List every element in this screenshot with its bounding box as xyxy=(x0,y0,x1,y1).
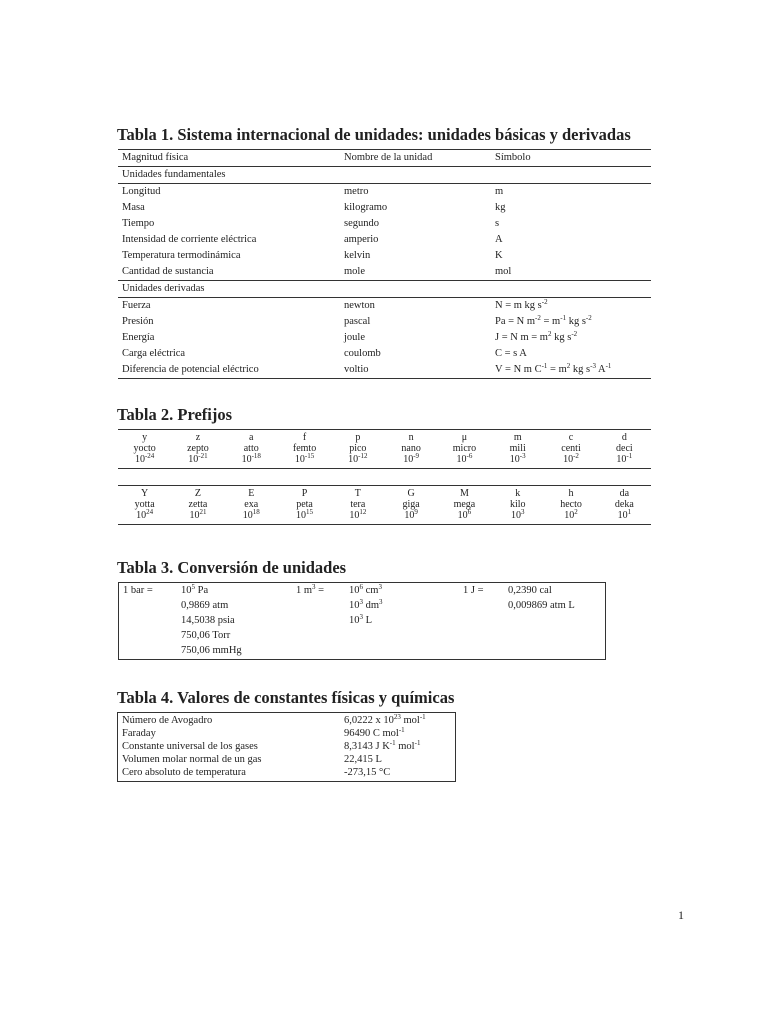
j-label: 1 J = xyxy=(463,585,484,596)
symbol-cell: N = m kg $s^{-2}$ xyxy=(495,298,548,311)
unit-name-cell: joule xyxy=(344,332,365,343)
fundamental-row xyxy=(118,216,651,232)
constant-name: Faraday xyxy=(122,728,156,739)
magnitude-cell: Longitud xyxy=(122,186,161,197)
derived-row xyxy=(118,314,651,330)
prefix-factor: $10^{21}$ xyxy=(189,508,207,521)
prefix-symbol: y xyxy=(142,432,148,443)
table3-title: Tabla 3. Conversión de unidades xyxy=(117,558,347,577)
fundamental-row xyxy=(118,264,651,280)
bar-value: 0,9869 atm xyxy=(181,600,229,611)
bar-value: $10^5$ Pa xyxy=(181,583,209,596)
unit-name-cell: segundo xyxy=(344,218,379,229)
prefix-factor: $10^{-6}$ xyxy=(456,452,473,465)
m3-value: $10^6$ $cm^3$ xyxy=(349,583,382,596)
table2-title: Tabla 2. Prefijos xyxy=(117,405,233,424)
constant-name: Constante universal de los gases xyxy=(122,741,258,752)
prefix-factor: $10^{-3}$ xyxy=(509,452,526,465)
prefix-factor-row xyxy=(118,510,651,521)
magnitude-cell: Masa xyxy=(122,202,145,213)
constant-value: 22,415 L xyxy=(344,754,382,765)
prefix-symbol: d xyxy=(621,432,627,443)
constant-value: -273,15 °C xyxy=(344,767,391,778)
constant-value: 8,3143 J $K^{-1}$ mol$^{-1}$ xyxy=(344,739,421,752)
prefix-symbol-row xyxy=(118,488,651,499)
table1 xyxy=(118,149,651,379)
prefix-name: mili xyxy=(509,443,526,454)
prefix-name: yocto xyxy=(133,443,156,454)
table1-header-row xyxy=(118,150,651,166)
prefix-name: micro xyxy=(452,443,477,454)
derived-row xyxy=(118,330,651,346)
m3-value: $10^3$ $dm^3$ xyxy=(349,598,383,611)
symbol-cell: A xyxy=(495,234,503,245)
unit-name-cell: newton xyxy=(344,300,375,311)
fundamental-row xyxy=(118,232,651,248)
constant-name: Número de Avogadro xyxy=(122,715,213,726)
constants-table xyxy=(117,712,456,782)
fundamental-row xyxy=(118,248,651,264)
symbol-cell: kg xyxy=(495,202,506,213)
prefix-symbol: da xyxy=(619,488,630,499)
prefix-name: zepto xyxy=(187,443,209,454)
derived-label: Unidades derivadas xyxy=(122,283,205,294)
derived-row xyxy=(118,298,651,314)
bar-value: 750,06 Torr xyxy=(181,630,231,641)
prefix-symbol-row xyxy=(118,432,651,443)
prefix-name: deka xyxy=(614,499,634,510)
j-value: 0,009869 atm L xyxy=(508,600,575,611)
prefix-factor: $10^{-9}$ xyxy=(403,452,420,465)
m3-value: $10^3$ L xyxy=(349,613,373,626)
prefix-symbol: h xyxy=(568,488,574,499)
unit-name-cell: mole xyxy=(344,266,365,277)
prefix-factor: $10^{-12}$ xyxy=(348,452,368,465)
symbol-cell: K xyxy=(495,250,503,261)
unit-name-cell: pascal xyxy=(344,316,371,327)
constant-row xyxy=(118,766,455,779)
prefix-name: deci xyxy=(616,443,633,454)
magnitude-cell: Carga eléctrica xyxy=(122,348,186,359)
magnitude-cell: Diferencia de potencial eléctrico xyxy=(122,364,259,375)
header-magnitud: Magnitud física xyxy=(122,152,189,163)
constant-value: 6,0222 x $10^{23}$ mol$^{-1}$ xyxy=(344,713,426,726)
unit-name-cell: amperio xyxy=(344,234,379,245)
prefix-name: tera xyxy=(350,499,366,510)
constant-row xyxy=(118,740,455,753)
symbol-cell: J = N $m = m^2$ kg $s^{-2}$ xyxy=(495,330,578,343)
prefix-name: atto xyxy=(243,443,259,454)
constant-row xyxy=(118,727,455,740)
magnitude-cell: Energía xyxy=(122,332,155,343)
derived-rows xyxy=(118,298,651,378)
prefix-factor-row xyxy=(118,454,651,465)
symbol-cell: mol xyxy=(495,266,512,277)
table4-title: Tabla 4. Valores de constantes físicas y químicas xyxy=(117,688,455,707)
header-nombre: Nombre de la unidad xyxy=(344,152,433,163)
derived-row xyxy=(118,346,651,362)
derived-section-label xyxy=(118,281,651,297)
prefix-name: yotta xyxy=(134,499,155,510)
m3-label: 1 $m^3$ = xyxy=(296,583,325,596)
prefix-table-small xyxy=(118,429,651,469)
derived-row xyxy=(118,362,651,378)
prefix-symbol: m xyxy=(513,432,522,443)
prefix-symbol: p xyxy=(355,432,361,443)
magnitude-cell: Intensidad de corriente eléctrica xyxy=(122,234,257,245)
bar-label: 1 bar = xyxy=(123,585,153,596)
unit-name-cell: voltio xyxy=(344,364,369,375)
prefix-symbol: Z xyxy=(194,488,201,499)
prefix-name: femto xyxy=(292,443,317,454)
unit-name-cell: kilogramo xyxy=(344,202,388,213)
conversion-table xyxy=(118,582,606,660)
prefix-factor: $10^{-2}$ xyxy=(563,452,579,465)
fundamental-label: Unidades fundamentales xyxy=(122,169,226,180)
constant-name: Volumen molar normal de un gas xyxy=(122,754,262,765)
table1-title: Tabla 1. Sistema internacional de unidades: unidades básicas y derivadas xyxy=(117,125,631,144)
prefix-table-large xyxy=(118,485,651,525)
prefix-name: kilo xyxy=(509,499,526,510)
prefix-symbol: n xyxy=(408,432,414,443)
prefix-symbol: f xyxy=(302,432,307,443)
prefix-symbol: E xyxy=(248,488,255,499)
prefix-symbol: μ xyxy=(461,432,468,443)
page-number: 1 xyxy=(678,908,684,922)
prefix-symbol: T xyxy=(354,488,361,499)
j-values xyxy=(508,583,575,613)
table1-bottom-rule xyxy=(118,378,651,379)
prefix-factor: $10^9$ xyxy=(404,508,418,521)
fundamental-section-label xyxy=(118,167,651,183)
prefix-factor: $10^{18}$ xyxy=(242,508,260,521)
prefix-name: centi xyxy=(561,443,581,454)
prefix-factor: $10^{-18}$ xyxy=(241,452,261,465)
prefix-factor: $10^{-15}$ xyxy=(294,452,315,465)
j-value: 0,2390 cal xyxy=(508,585,552,596)
m3-values xyxy=(349,583,383,628)
magnitude-cell: Fuerza xyxy=(122,300,151,311)
prefix-factor: $10^{-1}$ xyxy=(616,452,633,465)
prefix-symbol: M xyxy=(459,488,469,499)
bar-value: 14,5038 psia xyxy=(181,615,235,626)
constant-row xyxy=(118,753,455,766)
prefix-name-row xyxy=(118,499,651,510)
fundamental-rows xyxy=(118,184,651,280)
symbol-cell: Pa = N $m^{-2} = m^{-1}$ kg $s^{-2}$ xyxy=(495,314,592,327)
unit-name-cell: metro xyxy=(344,186,369,197)
bar-values xyxy=(181,583,242,658)
prefix-factor: $10^{-21}$ xyxy=(188,452,208,465)
prefix-symbol: z xyxy=(195,432,201,443)
prefix-symbol: c xyxy=(568,432,574,443)
prefix-symbol: Y xyxy=(141,488,149,499)
prefix-factor: $10^{-24}$ xyxy=(134,452,155,465)
bar-value: 750,06 mmHg xyxy=(181,645,242,656)
prefix-name: peta xyxy=(296,499,313,510)
prefix-symbol: P xyxy=(301,488,308,499)
prefix-factor: $10^{12}$ xyxy=(349,508,367,521)
fundamental-row xyxy=(118,200,651,216)
prefix-factor: $10^2$ xyxy=(564,508,578,521)
symbol-cell: m xyxy=(495,186,504,197)
prefix-name: hecto xyxy=(560,499,582,510)
prefix-name: giga xyxy=(402,499,420,510)
magnitude-cell: Tiempo xyxy=(122,218,155,229)
prefix-factor: $10^{15}$ xyxy=(296,508,314,521)
constant-name: Cero absoluto de temperatura xyxy=(122,767,246,778)
constant-value: 96490 C mol$^{-1}$ xyxy=(344,726,405,739)
magnitude-cell: Temperatura termodinámica xyxy=(122,250,241,261)
unit-name-cell: coulomb xyxy=(344,348,381,359)
prefix-name: pico xyxy=(349,443,367,454)
magnitude-cell: Cantidad de sustancia xyxy=(122,266,214,277)
prefix-name: nano xyxy=(401,443,421,454)
prefix-name: exa xyxy=(244,499,259,510)
unit-name-cell: kelvin xyxy=(344,250,371,261)
magnitude-cell: Presión xyxy=(122,316,154,327)
fundamental-row xyxy=(118,184,651,200)
prefix-name: mega xyxy=(453,499,476,510)
prefix-factor: $10^3$ xyxy=(510,508,525,521)
prefix-factor: $10^6$ xyxy=(457,508,472,521)
prefix-factor: $10^{24}$ xyxy=(136,508,154,521)
prefix-symbol: G xyxy=(407,488,415,499)
prefix-symbol: k xyxy=(515,488,521,499)
symbol-cell: C = s A xyxy=(495,348,527,359)
prefix-name: zetta xyxy=(188,499,208,510)
prefix-symbol: a xyxy=(249,432,254,443)
header-simbolo: Símbolo xyxy=(495,152,531,163)
symbol-cell: s xyxy=(495,218,500,229)
prefix-factor: $10^1$ xyxy=(617,508,632,521)
symbol-cell: V = N m $C^{-1} = m^2$ kg $s^{-3}$ $A^{-1}$ xyxy=(495,362,612,375)
